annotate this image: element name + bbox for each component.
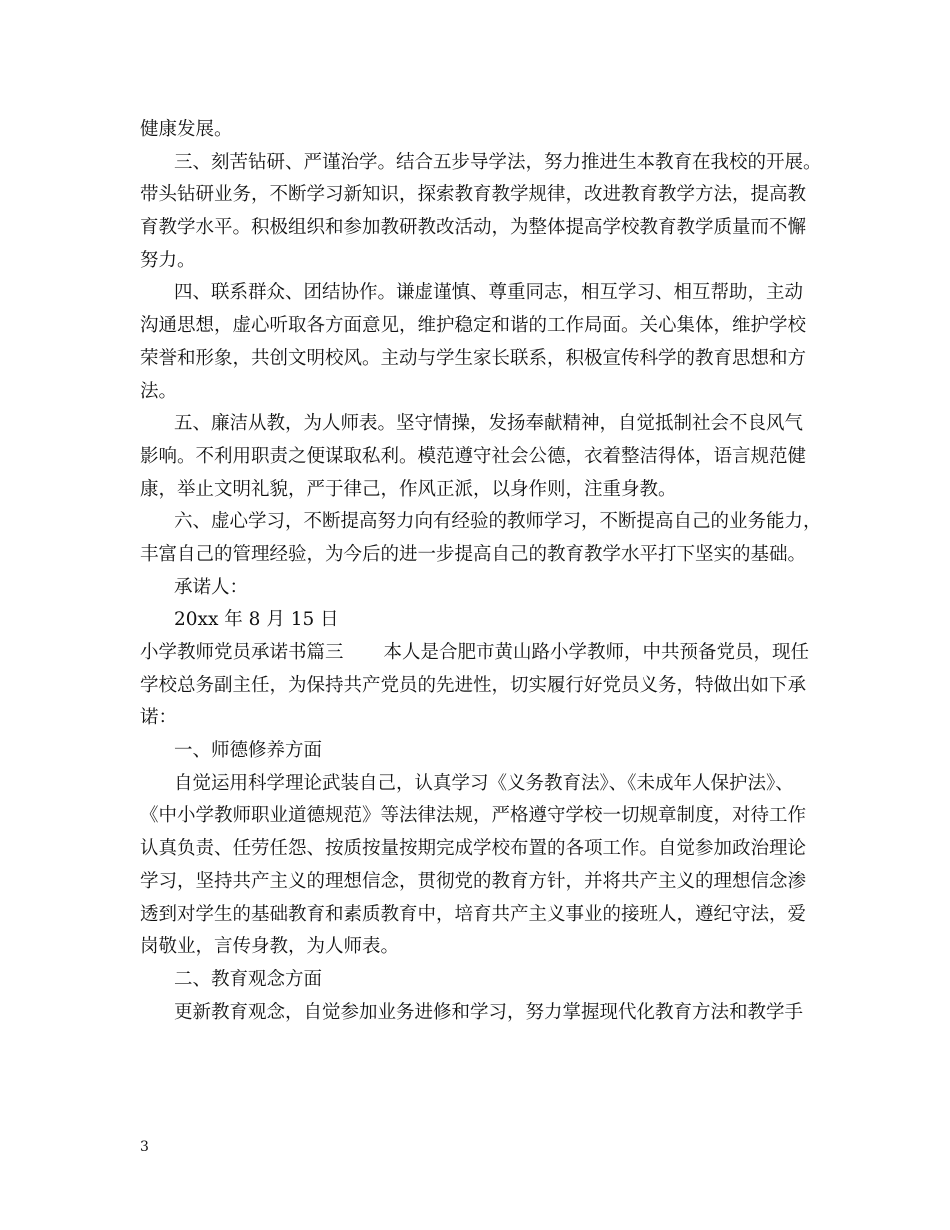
text-line: 四、联系群众、团结协作。谦虚谨慎、尊重同志，相互学习、相互帮助，主动 — [174, 282, 804, 304]
signature-label: 承诺人： — [174, 576, 249, 598]
text-line: 诺： — [140, 707, 178, 729]
document-body — [140, 114, 830, 1029]
signature-date: 20xx 年 8 月 15 日 — [174, 609, 339, 631]
text-line: 沟通思想，虚心听取各方面意见，维护稳定和谐的工作局面。关心集体，维护学校 — [140, 315, 807, 337]
text-line: 《中小学教师职业道德规范》等法律法规，严格遵守学校一切规章制度，对待工作 — [140, 805, 807, 827]
text-line: 努力。 — [140, 249, 196, 271]
text-line: 学校总务副主任，为保持共产党员的先进性，切实履行好党员义务，特做出如下承 — [140, 674, 807, 696]
text-line: 六、虚心学习，不断提高努力向有经验的教师学习，不断提高自己的业务能力， — [174, 511, 822, 533]
text-line-inline: 本人是合肥市黄山路小学教师，中共预备党员，现任 — [383, 642, 810, 663]
text-line: 岗敬业，言传身教，为人师表。 — [140, 936, 400, 958]
page-number: 3 — [140, 1139, 149, 1155]
text-line: 透到对学生的基础教育和素质教育中，培育共产主义事业的接班人，遵纪守法，爱 — [140, 903, 807, 925]
section-title: 小学教师党员承诺书篇三 — [140, 642, 344, 663]
text-line: 育教学水平。积极组织和参加教研教改活动，为整体提高学校教育教学质量而不懈 — [140, 217, 807, 239]
text-line: 更新教育观念，自觉参加业务进修和学习，努力掌握现代化教育方法和教学手 — [174, 1001, 804, 1023]
text-line: 认真负责、任劳任怨、按质按量按期完成学校布置的各项工作。自觉参加政治理论 — [140, 838, 807, 860]
text-line: 丰富自己的管理经验，为今后的进一步提高自己的教育教学水平打下坚实的基础。 — [140, 543, 807, 565]
text-line: 健康发展。 — [140, 119, 233, 140]
section-heading-line — [140, 637, 830, 670]
text-line: 影响。不利用职责之便谋取私利。模范遵守社会公德，衣着整洁得体，语言规范健 — [140, 445, 807, 467]
text-line: 自觉运用科学理论武装自己，认真学习《义务教育法》、《未成年人保护法》、 — [174, 772, 794, 794]
text-line: 五、廉洁从教，为人师表。坚守情操，发扬奉献精神，自觉抵制社会不良风气 — [174, 413, 804, 435]
text-line: 康，举止文明礼貌，严于律己，作风正派，以身作则，注重身教。 — [140, 478, 677, 500]
text-line: 法。 — [140, 380, 178, 402]
subsection-heading: 二、教育观念方面 — [174, 968, 323, 990]
text-line: 学习，坚持共产主义的理想信念，贯彻党的教育方针，并将共产主义的理想信念渗 — [140, 870, 807, 892]
text-line: 荣誉和形象，共创文明校风。主动与学生家长联系，积极宣传科学的教育思想和方 — [140, 347, 807, 369]
subsection-heading: 一、师德修养方面 — [174, 740, 323, 762]
text-line: 三、刻苦钻研、严谨治学。结合五步导学法，努力推进生本教育在我校的开展。 — [174, 151, 822, 173]
text-line: 带头钻研业务，不断学习新知识，探索教育教学规律，改进教育教学方法，提高教 — [140, 184, 807, 206]
